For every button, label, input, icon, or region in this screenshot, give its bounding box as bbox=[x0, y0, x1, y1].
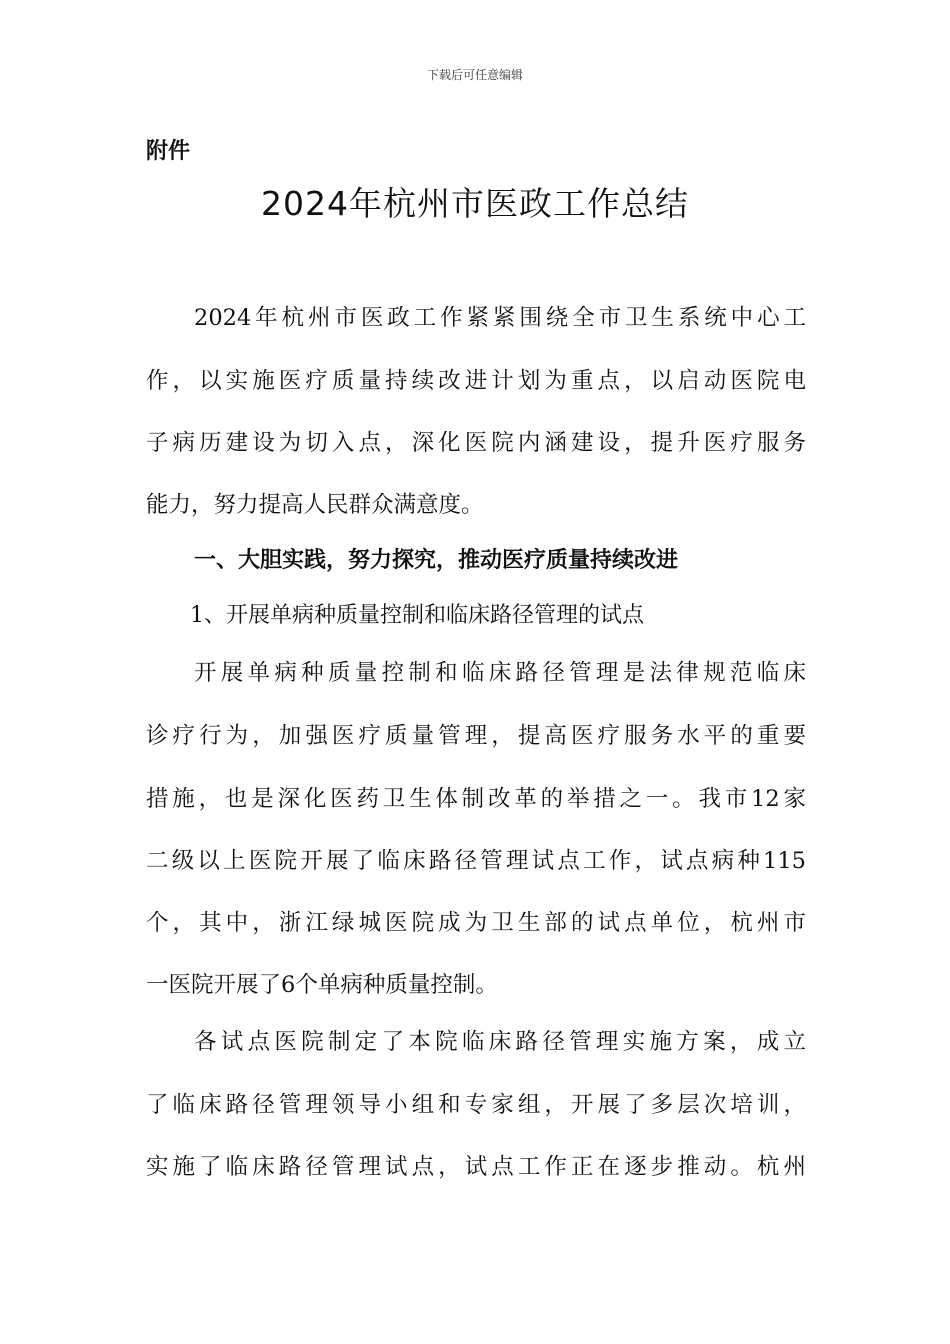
header-note: 下载后可任意编辑 bbox=[426, 68, 523, 82]
paragraph-3-line-3: 实施了临床路径管理试点，试点工作正在逐步推动。杭州 bbox=[146, 1154, 806, 1180]
section-1-heading: 一、大胆实践，努力探究，推动医疗质量持续改进 bbox=[194, 548, 679, 573]
paragraph-1-line-2: 作，以实施医疗质量持续改进计划为重点，以启动医院电 bbox=[146, 368, 806, 394]
paragraph-2-line-2: 诊疗行为，加强医疗质量管理，提高医疗服务水平的重要 bbox=[146, 723, 806, 749]
paragraph-2-line-4: 二级以上医院开展了临床路径管理试点工作，试点病种115 bbox=[146, 848, 806, 874]
paragraph-3-line-1: 各试点医院制定了本院临床路径管理实施方案，成立 bbox=[194, 1029, 806, 1055]
paragraph-1-line-1: 2024年杭州市医政工作紧紧围绕全市卫生系统中心工 bbox=[194, 305, 806, 331]
paragraph-3-line-2: 了临床路径管理领导小组和专家组，开展了多层次培训， bbox=[146, 1092, 806, 1118]
paragraph-2-line-1: 开展单病种质量控制和临床路径管理是法律规范临床 bbox=[194, 660, 806, 686]
paragraph-2-line-3: 措施，也是深化医药卫生体制改革的举措之一。我市12家 bbox=[146, 786, 806, 812]
subsection-1-heading: 1、开展单病种质量控制和临床路径管理的试点 bbox=[190, 603, 644, 628]
paragraph-1-line-4: 能力，努力提高人民群众满意度。 bbox=[146, 492, 484, 518]
paragraph-1-line-3: 子病历建设为切入点，深化医院内涵建设，提升医疗服务 bbox=[146, 430, 806, 456]
attachment-label: 附件 bbox=[146, 139, 191, 164]
document-title: 2024年杭州市医政工作总结 bbox=[261, 184, 689, 223]
paragraph-2-line-5: 个，其中，浙江绿城医院成为卫生部的试点单位，杭州市 bbox=[146, 910, 806, 936]
paragraph-2-line-6: 一医院开展了6个单病种质量控制。 bbox=[146, 972, 498, 998]
